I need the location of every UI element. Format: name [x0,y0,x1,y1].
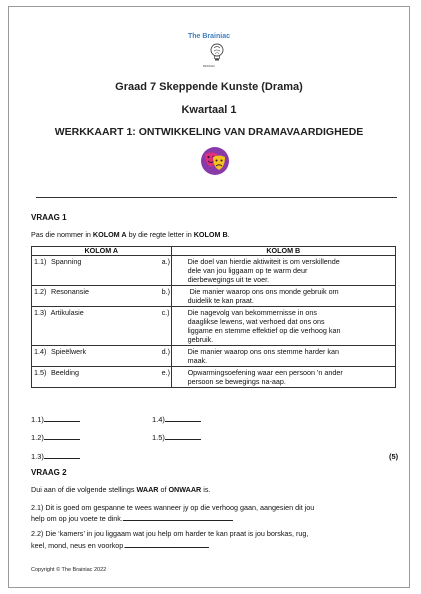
answer-1-4: 1.4) [152,415,201,424]
logo-caption: BRAINIAC [203,65,215,68]
answer-blank[interactable] [165,433,201,440]
answer-blank[interactable] [44,452,80,459]
matching-table [31,246,396,388]
table-row: 1.2) Resonansie b.) Die manier waarop ons ons monde gebruik om duidelik te kan praat. [32,286,396,307]
title-worksheet: WERKKAART 1: ONTWIKKELING VAN DRAMAVAARDIGHEDE [54,126,364,138]
column-b-header: KOLOM B [171,247,395,256]
table-row: 1.5) Beelding e.) Opwarmingsoefening waar een persoon 'n ander persoon se bewegings na-aap. [32,367,396,388]
table-row: 1.3) Artikulasie c.) Die nagevolg van bekommernisse in ons daaglikse lewens, wat verhoed dat ons ons liggame en stemme effektief op die verhoog kan gebruik. [32,307,396,346]
column-a-header: KOLOM A [32,247,172,256]
question-2-instruction: Dui aan of die volgende stellings WAAR of ONWAAR is. [31,485,211,494]
table-row: 1.4) Spieëlwerk d.) Die manier waarop ons ons stemme harder kan maak. [32,346,396,367]
drama-masks-icon [200,146,230,176]
answer-blank[interactable] [44,415,80,422]
statement-2-1-line2: help om op jou voete te dink. [31,514,233,523]
answer-1-5: 1.5) [152,433,201,442]
answer-1-2: 1.2) [31,433,80,442]
answer-1-1: 1.1) [31,415,80,424]
table-row: 1.1) Spanning a.) Die doel van hierdie aktiwiteit is om verskillende dele van jou liggaam op te warm deur dierbewegings uit te voer. [32,256,396,286]
question-1-marks: (5) [389,452,399,461]
statement-2-2-line2: keel, mond, neus en voorkop. [31,541,209,550]
answer-blank[interactable] [125,541,209,548]
title-term: Kwartaal 1 [181,104,237,116]
copyright-footer: Copyright © The Brainiac 2022 [31,567,107,573]
brand-name: The Brainiac [187,33,230,40]
question-2-heading: VRAAG 2 [31,468,67,477]
title-grade: Graad 7 Skeppende Kunste (Drama) [115,81,303,93]
worksheet-page [8,6,410,588]
statement-2-1-line1: 2.1) Dit is goed om gespanne te wees wanneer jy op die verhoog gaan, aangesien dit jou [31,503,315,512]
lightbulb-brain-icon [209,43,225,65]
statement-2-2-line1: 2.2) Die ‘kamers’ in jou liggaam wat jou help om harder te kan praat is jou borskas, rug, [31,529,309,538]
header-divider [36,197,397,198]
answer-blank[interactable] [123,514,233,521]
question-1-instruction: Pas die nommer in KOLOM A by die regte letter in KOLOM B. [31,230,230,239]
answer-1-3: 1.3) [31,452,80,461]
answer-blank[interactable] [165,415,201,422]
answer-blank[interactable] [44,433,80,440]
question-1-heading: VRAAG 1 [31,213,67,222]
